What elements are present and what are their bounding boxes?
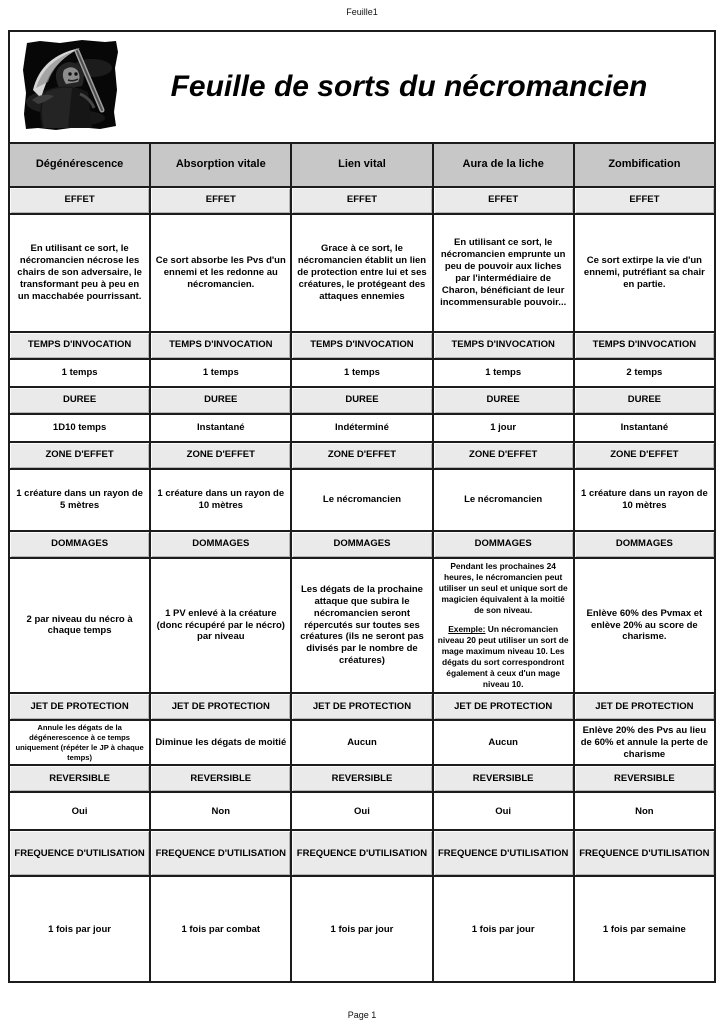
spell-name-lien-vital: Lien vital	[291, 143, 432, 187]
row-label-temps-invocation: TEMPS D'INVOCATION	[291, 332, 432, 359]
row-label-temps-invocation: TEMPS D'INVOCATION	[574, 332, 715, 359]
temps-invocation-value: 2 temps	[574, 359, 715, 387]
row-label-zone-effet: ZONE D'EFFET	[9, 442, 150, 469]
row-label-duree: DUREE	[433, 387, 574, 414]
row-label-frequence: FREQUENCE D'UTILISATION	[574, 830, 715, 876]
row-label-duree: DUREE	[291, 387, 432, 414]
spell-name-zombification: Zombification	[574, 143, 715, 187]
row-label-frequence: FREQUENCE D'UTILISATION	[433, 830, 574, 876]
reversible-value: Non	[574, 792, 715, 830]
row-label-temps-invocation: TEMPS D'INVOCATION	[433, 332, 574, 359]
title-band	[9, 31, 715, 143]
duree-value: 1D10 temps	[9, 414, 150, 442]
frequence-value: 1 fois par jour	[9, 876, 150, 982]
necromancer-reaper-image	[18, 36, 122, 138]
row-label-reversible: REVERSIBLE	[433, 765, 574, 792]
row-label-jet-protection: JET DE PROTECTION	[291, 693, 432, 720]
jet-protection-value: Enlève 20% des Pvs au lieu de 60% et annule la perte de charisme	[574, 720, 715, 765]
row-label-reversible: REVERSIBLE	[150, 765, 291, 792]
duree-value: Indéterminé	[291, 414, 432, 442]
row-label-frequence: FREQUENCE D'UTILISATION	[9, 830, 150, 876]
effet-value: Ce sort extirpe la vie d'un ennemi, putréfiant sa chair en partie.	[574, 214, 715, 332]
dommages-value: Les dégats de la prochaine attaque que subira le nécromancien seront répercutés sur toutes ses créatures (ils ne seront pas divisés par le nombre de créatures)	[291, 558, 432, 693]
row-label-effet: EFFET	[433, 187, 574, 214]
dommages-example-paragraph	[437, 624, 570, 690]
effet-value: En utilisant ce sort, le nécromancien nécrose les chairs de son adversaire, le transformant peu à peu en un macchabée pourrissant.	[9, 214, 150, 332]
temps-invocation-value: 1 temps	[433, 359, 574, 387]
example-label: Exemple:	[448, 624, 486, 635]
reversible-value: Oui	[9, 792, 150, 830]
spell-name-absorption-vitale: Absorption vitale	[150, 143, 291, 187]
dommages-value	[433, 558, 574, 693]
example-text: Un nécromancien niveau 20 peut utiliser un sort de mage maximum niveau 10. Les dégats du sort correspondront également à ceux d'un mage niveau 10.	[437, 624, 569, 690]
temps-invocation-value: 1 temps	[150, 359, 291, 387]
jet-protection-value: Annule les dégats de la dégénerescence à ce temps uniquement (répéter le JP à chaque temps)	[9, 720, 150, 765]
temps-invocation-value: 1 temps	[291, 359, 432, 387]
row-label-dommages: DOMMAGES	[433, 531, 574, 558]
row-label-zone-effet: ZONE D'EFFET	[291, 442, 432, 469]
row-label-zone-effet: ZONE D'EFFET	[150, 442, 291, 469]
row-label-reversible: REVERSIBLE	[291, 765, 432, 792]
row-label-effet: EFFET	[9, 187, 150, 214]
row-label-reversible: REVERSIBLE	[9, 765, 150, 792]
dommages-paragraph: Pendant les prochaines 24 heures, le nécromancien peut utiliser un seul et unique sort de magicien équivalent à la moitié de son niveau.	[438, 560, 568, 615]
page-title: Feuille de sorts du nécromancien	[170, 70, 648, 104]
frequence-value: 1 fois par jour	[291, 876, 432, 982]
row-label-reversible: REVERSIBLE	[574, 765, 715, 792]
row-label-duree: DUREE	[574, 387, 715, 414]
row-label-jet-protection: JET DE PROTECTION	[433, 693, 574, 720]
row-label-jet-protection: JET DE PROTECTION	[150, 693, 291, 720]
duree-value: 1 jour	[433, 414, 574, 442]
row-label-effet: EFFET	[291, 187, 432, 214]
reversible-value: Non	[150, 792, 291, 830]
row-label-dommages: DOMMAGES	[574, 531, 715, 558]
zone-effet-value: 1 créature dans un rayon de 10 mètres	[150, 469, 291, 531]
grim-reaper-icon	[20, 38, 122, 132]
frequence-value: 1 fois par semaine	[574, 876, 715, 982]
temps-invocation-value: 1 temps	[9, 359, 150, 387]
frequence-value: 1 fois par combat	[150, 876, 291, 982]
row-label-jet-protection: JET DE PROTECTION	[574, 693, 715, 720]
page-number-label: Page 1	[347, 1010, 377, 1020]
row-label-frequence: FREQUENCE D'UTILISATION	[291, 830, 432, 876]
reversible-value: Oui	[291, 792, 432, 830]
row-label-effet: EFFET	[150, 187, 291, 214]
reversible-value: Oui	[433, 792, 574, 830]
zone-effet-value: Le nécromancien	[291, 469, 432, 531]
effet-value: Grace à ce sort, le nécromancien établit un lien de protection entre lui et ses créatures, le protégeant des attaques ennemies	[291, 214, 432, 332]
row-label-zone-effet: ZONE D'EFFET	[433, 442, 574, 469]
frequence-value: 1 fois par jour	[433, 876, 574, 982]
necromancer-spell-table	[8, 30, 716, 983]
row-label-temps-invocation: TEMPS D'INVOCATION	[150, 332, 291, 359]
duree-value: Instantané	[150, 414, 291, 442]
row-label-jet-protection: JET DE PROTECTION	[9, 693, 150, 720]
row-label-effet: EFFET	[574, 187, 715, 214]
effet-value: En utilisant ce sort, le nécromancien emprunte un peu de pouvoir aux liches par l'intermédiaire de Charon, bénéficiant de leur incommensurable pouvoir...	[433, 214, 574, 332]
zone-effet-value: 1 créature dans un rayon de 5 mètres	[9, 469, 150, 531]
row-label-temps-invocation: TEMPS D'INVOCATION	[9, 332, 150, 359]
row-label-duree: DUREE	[9, 387, 150, 414]
dommages-value: Enlève 60% des Pvmax et enlève 20% au score de charisme.	[574, 558, 715, 693]
zone-effet-value: Le nécromancien	[433, 469, 574, 531]
spell-name-aura-de-la-liche: Aura de la liche	[433, 143, 574, 187]
jet-protection-value: Aucun	[433, 720, 574, 765]
effet-value: Ce sort absorbe les Pvs d'un ennemi et les redonne au nécromancien.	[150, 214, 291, 332]
spell-name-degenerescence: Dégénérescence	[9, 143, 150, 187]
row-label-zone-effet: ZONE D'EFFET	[574, 442, 715, 469]
row-label-dommages: DOMMAGES	[291, 531, 432, 558]
row-label-dommages: DOMMAGES	[150, 531, 291, 558]
jet-protection-value: Diminue les dégats de moitié	[150, 720, 291, 765]
duree-value: Instantané	[574, 414, 715, 442]
row-label-duree: DUREE	[150, 387, 291, 414]
sheet-tab-label: Feuille1	[346, 7, 378, 17]
dommages-value: 2 par niveau du nécro à chaque temps	[9, 558, 150, 693]
row-label-dommages: DOMMAGES	[9, 531, 150, 558]
row-label-frequence: FREQUENCE D'UTILISATION	[150, 830, 291, 876]
dommages-value: 1 PV enlevé à la créature (donc récupéré par le nécro) par niveau	[150, 558, 291, 693]
zone-effet-value: 1 créature dans un rayon de 10 mètres	[574, 469, 715, 531]
jet-protection-value: Aucun	[291, 720, 432, 765]
